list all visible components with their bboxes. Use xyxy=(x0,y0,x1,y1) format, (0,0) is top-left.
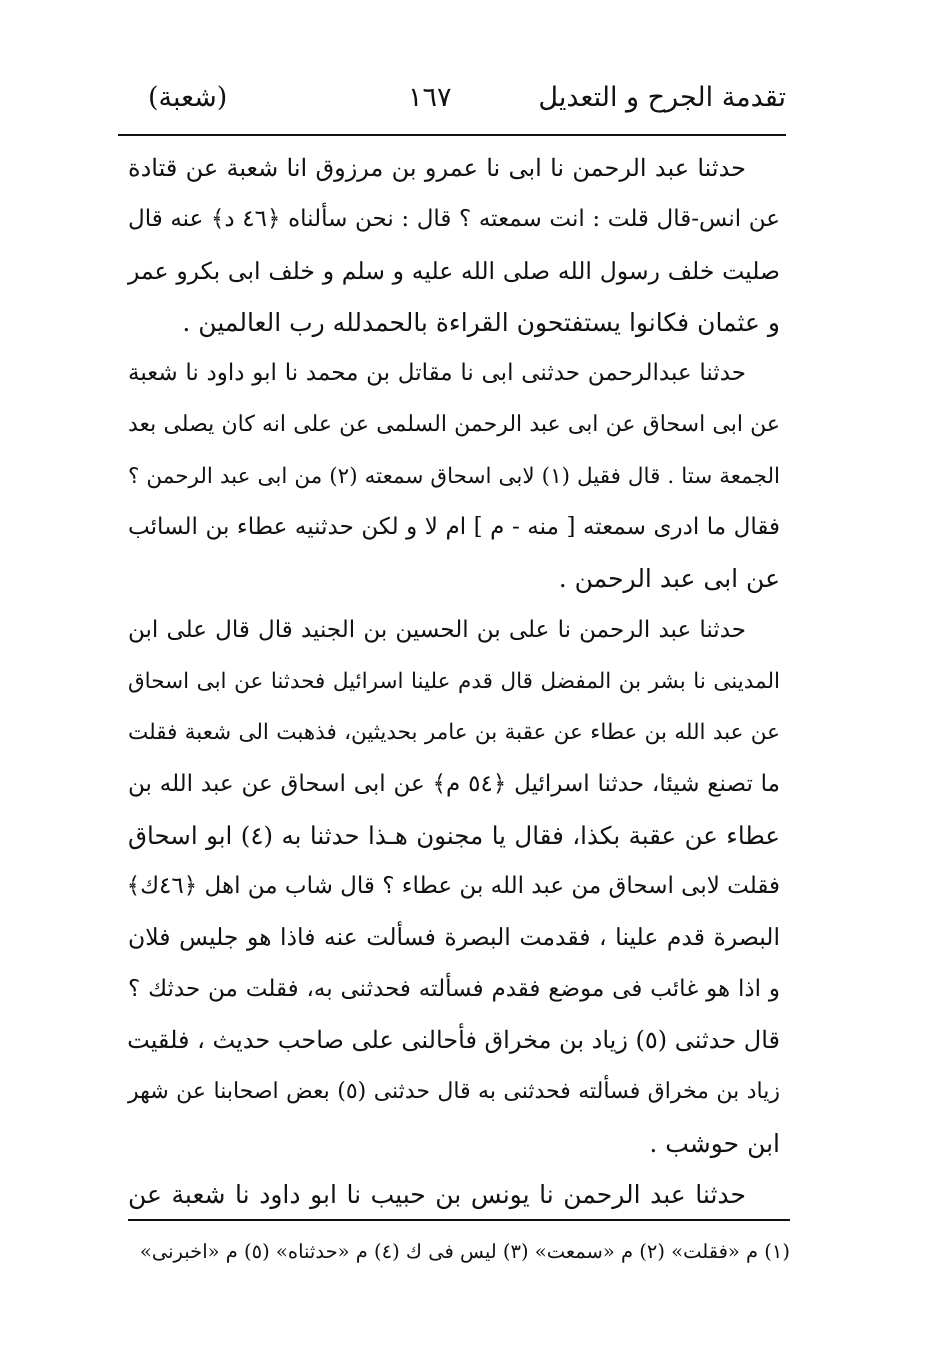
text-line: الجمعة ستا . قال فقيل (١) لابى اسحاق سمعته (٢) من ابى عبد الرحمن ؟ xyxy=(128,463,780,489)
text-line: فقلت لابى اسحاق من عبد الله بن عطاء ؟ قال شاب من اهل ﴿٤٦ك﴾ xyxy=(126,873,780,900)
running-header xyxy=(118,76,786,128)
text-line: و اذا هو غائب فى موضع فقدم فسألته فحدثنى به، فقلت من حدثك ؟ xyxy=(128,975,780,1002)
body-text xyxy=(128,143,780,1220)
text-line: صليت خلف رسول الله صلى الله عليه و سلم و خلف ابى بكرو عمر xyxy=(128,256,780,285)
text-line: عن انس-قال قلت : انت سمعته ؟ قال : نحن سألناه ﴿٤٦ د﴾ عنه قال xyxy=(128,206,780,233)
section-title: (شعبة) xyxy=(148,82,228,113)
text-line: عطاء عن عقبة بكذا، فقال يا مجنون هـذا حدثنا به (٤) ابو اسحاق xyxy=(128,820,780,850)
text-line: المدينى نا بشر بن المفضل قال قدم علينا اسرائيل فحدثنا عن ابى اسحاق xyxy=(128,668,780,694)
text-line: عن عبد الله بن عطاء عن عقبة بن عامر بحديثين، فذهبت الى شعبة فقلت xyxy=(128,720,780,746)
text-line: عن ابى اسحاق عن ابى عبد الرحمن السلمى عن على انه كان يصلى بعد xyxy=(128,412,780,438)
text-line: البصرة قدم علينا ، فقدمت البصرة فسألت عنه فاذا هو جليس فلان xyxy=(128,923,780,952)
text-line: حدثنا عبد الرحمن نا ابى نا عمرو بن مرزوق انا شعبة عن قتادة xyxy=(128,154,746,182)
text-line: حدثنا عبد الرحمن نا يونس بن حبيب نا ابو داود نا شعبة عن xyxy=(128,1179,746,1209)
text-line: عن ابى عبد الرحمن . xyxy=(558,564,780,594)
book-title: تقدمة الجرح و التعديل xyxy=(538,82,786,113)
text-line: قال حدثنى (٥) زياد بن مخراق فأحالنى على صاحب حديث ، فلقيت xyxy=(127,1026,780,1055)
footnote: (١) م «فقلت» (٢) م «سمعت» (٣) ليس فى ك (٤) م «حدثناه» (٥) م «اخبرنى» xyxy=(139,1240,790,1263)
text-line: و عثمان فكانوا يستفتحون القراءة بالحمدلله رب العالمين . xyxy=(182,307,780,337)
text-line: فقال ما ادرى سمعته [ منه - م ] ام لا و لكن حدثنيه عطاء بن السائب xyxy=(128,514,780,541)
footnote-rule xyxy=(128,1219,790,1221)
text-line: حدثنا عبد الرحمن نا على بن الحسين بن الجنيد قال قال على ابن xyxy=(128,616,746,643)
text-line: حدثنا عبدالرحمن حدثنى ابى نا مقاتل بن محمد نا ابو داود نا شعبة xyxy=(128,360,746,387)
text-line: زياد بن مخراق فسألته فحدثنى به قال حدثنى (٥) بعض اصحابنا عن شهر xyxy=(128,1079,780,1105)
text-line: ابن حوشب . xyxy=(649,1128,780,1158)
text-line: ما تصنع شيئا، حدثنا اسرائيل ﴿٥٤ م﴾ عن ابى اسحاق عن عبد الله بن xyxy=(128,770,780,797)
page-number: ١٦٧ xyxy=(408,82,452,113)
header-rule xyxy=(118,134,786,136)
